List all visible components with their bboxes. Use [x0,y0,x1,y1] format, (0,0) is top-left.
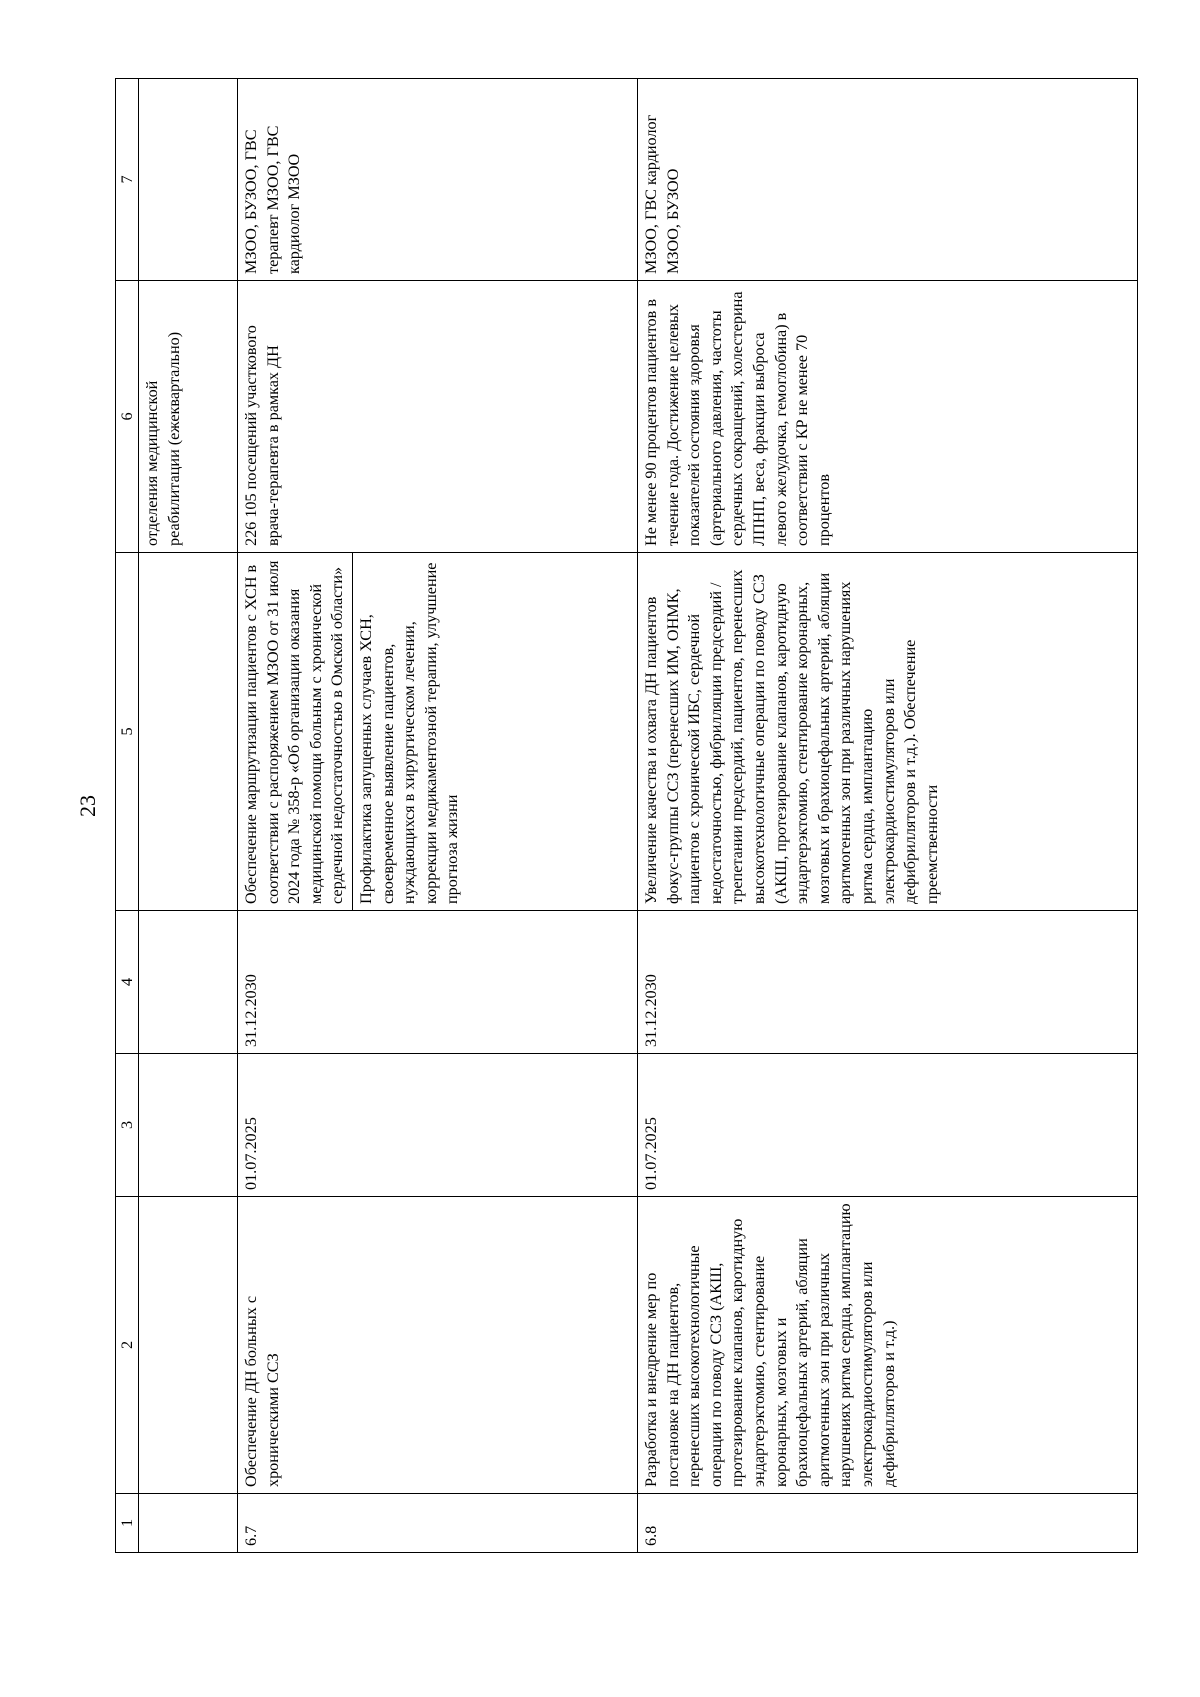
end-date: 31.12.2030 [238,911,638,1054]
expected-result-cell [238,553,638,911]
expected-result: Увеличение качества и охвата ДН пациентов фокус-группы ССЗ (перенесших ИМ, ОНМК, пациентов с хронической ИБС, сердечной недостаточностью, фибрилляции предсердий / трепетании предсердий, пациентов, перенесших высокотехнологичные операции по поводу ССЗ (АКШ, протезирование клапанов, каротидную эндартерэктомию, стентирование коронарных, мозговых и брахиоцефальных артерий, абляции аритмогенных зон при различных нарушениях ритма сердца, имплантацию электрокардиостимуляторов или дефибрилляторов и т.д.). Обеспечение преемственности [638,553,1138,911]
page-number: 23 [75,795,100,817]
row-number: 6.7 [238,1494,638,1553]
measure-title: Разработка и внедрение мер по постановке на ДН пациентов, перенесших высокотехнологичные операции по поводу ССЗ (АКШ, протезирование клапанов, каротидную эндартерэктомию, стентирование коронарных, мозговых и брахиоцефальных артерий, абляции аритмогенных зон при различных нарушениях ритма сердца, имплантацию электрокардиостимуляторов или дефибрилляторов и т.д.) [638,1197,1138,1494]
plan-table [115,78,1138,1553]
table-row-6-8 [638,79,1138,1553]
header-cell-3: 3 [116,1054,139,1197]
continuation-row [139,79,238,1553]
start-date: 01.07.2025 [638,1054,1138,1197]
cont-cell-5 [139,553,238,911]
cont-cell-6: отделения медицинской реабилитации (ежеквартально) [139,281,238,553]
cont-cell-1 [139,1494,238,1553]
rotated-table-container [115,79,1138,1553]
header-cell-4: 4 [116,911,139,1054]
end-date: 31.12.2030 [638,911,1138,1054]
measure-title: Обеспечение ДН больных с хроническими ССЗ [238,1197,638,1494]
cont-cell-4 [139,911,238,1054]
indicator: Не менее 90 процентов пациентов в течение года. Достижение целевых показателей состояния здоровья (артериального давления, частоты сердечных сокращений, холестерина ЛПНП, веса, фракции выброса левого желудочка, гемоглобина) в соответствии с КР не менее 70 процентов [638,281,1138,553]
expected-result-part-2: Профилактика запущенных случаев ХСН, своевременное выявление пациентов, нуждающихся в хирургическом лечении, коррекции медикаментозной терапии, улучшение прогноза жизни [356,562,462,904]
cont-cell-2 [139,1197,238,1494]
header-row [116,79,139,1553]
table-row-6-7 [238,79,638,1553]
start-date: 01.07.2025 [238,1054,638,1197]
responsible: МЗОО, БУЗОО, ГВС терапевт МЗОО, ГВС кардиолог МЗОО [238,79,638,281]
cont-cell-3 [139,1054,238,1197]
header-cell-1: 1 [116,1494,139,1553]
responsible: МЗОО, ГВС кардиолог МЗОО, БУЗОО [638,79,1138,281]
cont-cell-7 [139,79,238,281]
header-cell-2: 2 [116,1197,139,1494]
header-cell-6: 6 [116,281,139,553]
expected-result-part-1: Обеспечение маршрутизации пациентов с ХСН в соответствии с распоряжением МЗОО от 31 июля 2024 года № 358-р «Об организации оказания медицинской помощи больным с хронической сердечной недостаточностью в Омской области» [238,553,353,910]
header-cell-7: 7 [116,79,139,281]
row-number: 6.8 [638,1494,1138,1553]
indicator: 226 105 посещений участкового врача-терапевта в рамках ДН [238,281,638,553]
header-cell-5: 5 [116,553,139,911]
